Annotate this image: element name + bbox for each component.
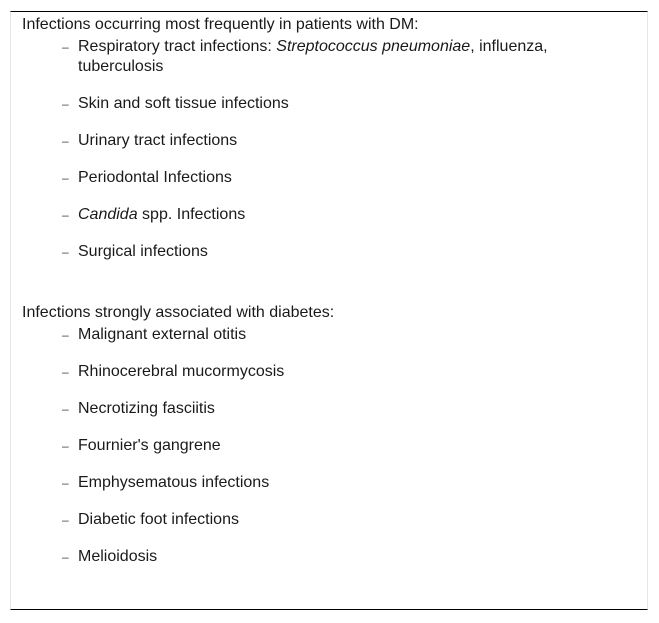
list-item-text: Skin and soft tissue infections [78, 95, 289, 112]
list-item-text: Melioidosis [78, 548, 158, 565]
list-item-text: Malignant external otitis [78, 326, 247, 343]
list-item-text: Surgical infections [78, 243, 208, 260]
list-item-text: Necrotizing fasciitis [78, 400, 215, 417]
dash-bullet-icon: – [62, 245, 69, 259]
list-item-text: Rhinocerebral mucormycosis [78, 363, 285, 380]
list-item-text: Respiratory tract infections: Streptococcus pneumoniae, influenza, tuberculosis [78, 38, 548, 75]
dash-bullet-icon: – [62, 134, 69, 148]
list-item [22, 37, 622, 77]
table-container [10, 11, 648, 610]
dash-bullet-icon: – [62, 513, 69, 527]
list-item [22, 242, 622, 262]
list-item [22, 547, 622, 567]
dash-bullet-icon: – [62, 40, 69, 54]
section-frequent-infections [22, 15, 622, 279]
dash-bullet-icon: – [62, 97, 69, 111]
list-item [22, 168, 622, 188]
section-heading: Infections occurring most frequently in patients with DM: [22, 16, 419, 33]
list-item-text: Fournier's gangrene [78, 437, 221, 454]
section-heading: Infections strongly associated with diabetes: [22, 304, 335, 321]
dash-bullet-icon: – [62, 171, 69, 185]
list-item [22, 205, 622, 225]
dash-bullet-icon: – [62, 402, 69, 416]
dash-bullet-icon: – [62, 550, 69, 564]
list-item [22, 399, 622, 419]
frequent-infections-list [22, 37, 622, 262]
dash-bullet-icon: – [62, 476, 69, 490]
list-item-text: Urinary tract infections [78, 132, 238, 149]
dash-bullet-icon: – [62, 365, 69, 379]
list-item [22, 510, 622, 530]
list-item-text: Periodontal Infections [78, 169, 232, 186]
list-item [22, 436, 622, 456]
dash-bullet-icon: – [62, 208, 69, 222]
dash-bullet-icon: – [62, 328, 69, 342]
list-item [22, 325, 622, 345]
dash-bullet-icon: – [62, 439, 69, 453]
list-item [22, 362, 622, 382]
section-strongly-associated [22, 303, 622, 584]
list-item-text: Diabetic foot infections [78, 511, 239, 528]
list-item [22, 131, 622, 151]
list-item-text: Candida spp. Infections [78, 206, 246, 223]
associated-infections-list [22, 325, 622, 567]
list-item-text: Emphysematous infections [78, 474, 270, 491]
list-item [22, 473, 622, 493]
list-item [22, 94, 622, 114]
